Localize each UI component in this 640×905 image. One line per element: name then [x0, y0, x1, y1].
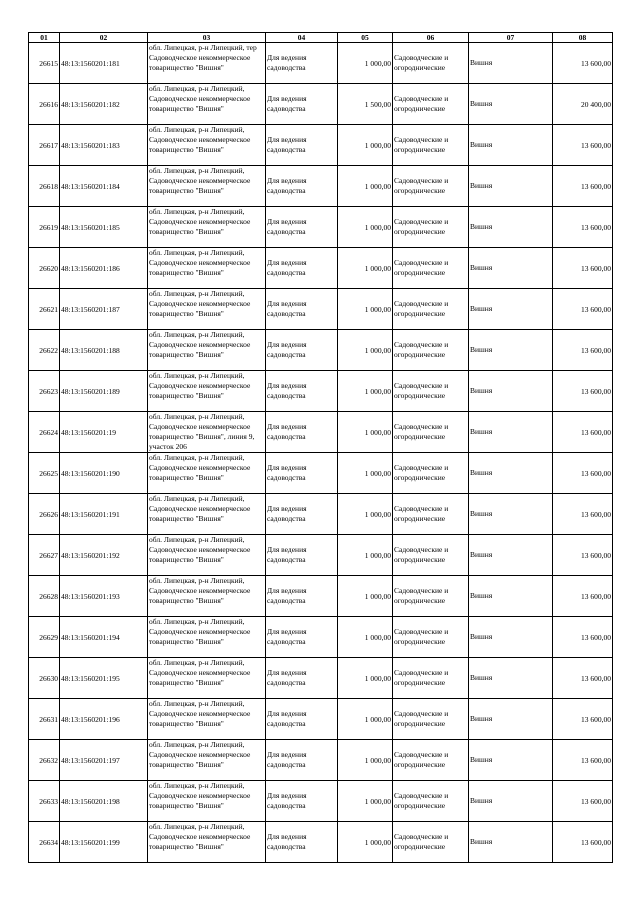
table-row	[29, 494, 613, 535]
column-header-06: 06	[393, 33, 469, 43]
address-cell	[148, 330, 266, 371]
permitted-use-cell: Для ведения садоводства	[266, 248, 338, 289]
cadastral-number-cell: 48:13:1560201:190	[60, 453, 148, 494]
address-text: обл. Липецкая, р-н Липецкий, Садоводческое некоммерческое товарищество "Вишня"	[149, 535, 251, 564]
address-text: обл. Липецкая, р-н Липецкий, Садоводческое некоммерческое товарищество "Вишня"	[149, 289, 251, 318]
cadastral-value-cell: 13 600,00	[553, 166, 613, 207]
organization-cell: Вишня	[469, 371, 553, 412]
row-id-cell: 26619	[29, 207, 60, 248]
cadastral-value-cell: 13 600,00	[553, 412, 613, 453]
organization-cell: Вишня	[469, 84, 553, 125]
address-cell	[148, 699, 266, 740]
land-category-cell: Садоводческие и огороднические	[393, 166, 469, 207]
column-header-05: 05	[338, 33, 393, 43]
land-category-cell: Садоводческие и огороднические	[393, 617, 469, 658]
address-text: обл. Липецкая, р-н Липецкий, Садоводческое некоммерческое товарищество "Вишня"	[149, 453, 251, 482]
cadastral-value-cell: 13 600,00	[553, 494, 613, 535]
cadastral-value-cell: 13 600,00	[553, 617, 613, 658]
organization-cell: Вишня	[469, 43, 553, 84]
permitted-use-cell: Для ведения садоводства	[266, 658, 338, 699]
cadastral-number-cell: 48:13:1560201:196	[60, 699, 148, 740]
land-category-cell: Садоводческие и огороднические	[393, 43, 469, 84]
row-id-cell: 26633	[29, 781, 60, 822]
table-row	[29, 125, 613, 166]
organization-cell: Вишня	[469, 740, 553, 781]
land-category-cell: Садоводческие и огороднические	[393, 289, 469, 330]
land-category-cell: Садоводческие и огороднические	[393, 207, 469, 248]
permitted-use-cell: Для ведения садоводства	[266, 84, 338, 125]
organization-cell: Вишня	[469, 535, 553, 576]
address-cell	[148, 740, 266, 781]
table-row	[29, 166, 613, 207]
cadastral-number-cell: 48:13:1560201:194	[60, 617, 148, 658]
address-cell	[148, 289, 266, 330]
cadastral-number-cell: 48:13:1560201:182	[60, 84, 148, 125]
cadastral-number-cell: 48:13:1560201:198	[60, 781, 148, 822]
cadastral-number-cell: 48:13:1560201:192	[60, 535, 148, 576]
row-id-cell: 26629	[29, 617, 60, 658]
address-text: обл. Липецкая, р-н Липецкий, Садоводческое некоммерческое товарищество "Вишня"	[149, 330, 251, 359]
organization-cell: Вишня	[469, 289, 553, 330]
land-category-cell: Садоводческие и огороднические	[393, 371, 469, 412]
address-text: обл. Липецкая, р-н Липецкий, тер Садоводческое некоммерческое товарищество "Вишня"	[149, 43, 257, 72]
row-id-cell: 26625	[29, 453, 60, 494]
permitted-use-cell: Для ведения садоводства	[266, 371, 338, 412]
area-cell: 1 000,00	[338, 494, 393, 535]
address-text: обл. Липецкая, р-н Липецкий, Садоводческое некоммерческое товарищество "Вишня"	[149, 617, 251, 646]
row-id-cell: 26628	[29, 576, 60, 617]
land-category-cell: Садоводческие и огороднические	[393, 453, 469, 494]
land-category-cell: Садоводческие и огороднические	[393, 84, 469, 125]
row-id-cell: 26621	[29, 289, 60, 330]
land-category-cell: Садоводческие и огороднические	[393, 330, 469, 371]
row-id-cell: 26620	[29, 248, 60, 289]
permitted-use-cell: Для ведения садоводства	[266, 166, 338, 207]
cadastral-value-cell: 13 600,00	[553, 822, 613, 863]
land-category-cell: Садоводческие и огороднические	[393, 535, 469, 576]
column-header-03: 03	[148, 33, 266, 43]
permitted-use-cell: Для ведения садоводства	[266, 43, 338, 84]
area-cell: 1 000,00	[338, 576, 393, 617]
area-cell: 1 000,00	[338, 248, 393, 289]
area-cell: 1 000,00	[338, 289, 393, 330]
area-cell: 1 000,00	[338, 207, 393, 248]
address-text: обл. Липецкая, р-н Липецкий, Садоводческое некоммерческое товарищество "Вишня"	[149, 248, 251, 277]
header-row	[29, 33, 613, 43]
organization-cell: Вишня	[469, 125, 553, 166]
area-cell: 1 000,00	[338, 371, 393, 412]
area-cell: 1 000,00	[338, 740, 393, 781]
area-cell: 1 000,00	[338, 166, 393, 207]
land-category-cell: Садоводческие и огороднические	[393, 248, 469, 289]
permitted-use-cell: Для ведения садоводства	[266, 740, 338, 781]
permitted-use-cell: Для ведения садоводства	[266, 617, 338, 658]
table-row	[29, 699, 613, 740]
cadastral-number-cell: 48:13:1560201:188	[60, 330, 148, 371]
row-id-cell: 26632	[29, 740, 60, 781]
organization-cell: Вишня	[469, 781, 553, 822]
area-cell: 1 000,00	[338, 125, 393, 166]
address-text: обл. Липецкая, р-н Липецкий, Садоводческое некоммерческое товарищество "Вишня"	[149, 207, 251, 236]
permitted-use-cell: Для ведения садоводства	[266, 289, 338, 330]
address-text: обл. Липецкая, р-н Липецкий, Садоводческое некоммерческое товарищество "Вишня"	[149, 166, 251, 195]
cadastral-value-cell: 20 400,00	[553, 84, 613, 125]
permitted-use-cell: Для ведения садоводства	[266, 494, 338, 535]
area-cell: 1 000,00	[338, 412, 393, 453]
permitted-use-cell: Для ведения садоводства	[266, 453, 338, 494]
table-row	[29, 740, 613, 781]
cadastral-value-cell: 13 600,00	[553, 781, 613, 822]
permitted-use-cell: Для ведения садоводства	[266, 330, 338, 371]
address-cell	[148, 494, 266, 535]
organization-cell: Вишня	[469, 248, 553, 289]
column-header-02: 02	[60, 33, 148, 43]
table-row	[29, 781, 613, 822]
cadastral-value-cell: 13 600,00	[553, 535, 613, 576]
cadastral-number-cell: 48:13:1560201:187	[60, 289, 148, 330]
cadastral-number-cell: 48:13:1560201:186	[60, 248, 148, 289]
cadastral-value-cell: 13 600,00	[553, 289, 613, 330]
land-registry-table	[28, 32, 613, 863]
land-category-cell: Садоводческие и огороднические	[393, 781, 469, 822]
table-row	[29, 822, 613, 863]
cadastral-number-cell: 48:13:1560201:197	[60, 740, 148, 781]
cadastral-number-cell: 48:13:1560201:183	[60, 125, 148, 166]
cadastral-value-cell: 13 600,00	[553, 740, 613, 781]
address-text: обл. Липецкая, р-н Липецкий, Садоводческое некоммерческое товарищество "Вишня", линия 9, участок 206	[149, 412, 255, 451]
cadastral-number-cell: 48:13:1560201:185	[60, 207, 148, 248]
cadastral-value-cell: 13 600,00	[553, 453, 613, 494]
address-text: обл. Липецкая, р-н Липецкий, Садоводческое некоммерческое товарищество "Вишня"	[149, 576, 251, 605]
land-category-cell: Садоводческие и огороднические	[393, 740, 469, 781]
cadastral-number-cell: 48:13:1560201:189	[60, 371, 148, 412]
land-category-cell: Садоводческие и огороднические	[393, 822, 469, 863]
cadastral-value-cell: 13 600,00	[553, 576, 613, 617]
column-header-01: 01	[29, 33, 60, 43]
organization-cell: Вишня	[469, 617, 553, 658]
cadastral-value-cell: 13 600,00	[553, 43, 613, 84]
address-text: обл. Липецкая, р-н Липецкий, Садоводческое некоммерческое товарищество "Вишня"	[149, 494, 251, 523]
cadastral-number-cell: 48:13:1560201:181	[60, 43, 148, 84]
land-category-cell: Садоводческие и огороднические	[393, 658, 469, 699]
cadastral-number-cell: 48:13:1560201:19	[60, 412, 148, 453]
cadastral-number-cell: 48:13:1560201:191	[60, 494, 148, 535]
table-row	[29, 658, 613, 699]
address-text: обл. Липецкая, р-н Липецкий, Садоводческое некоммерческое товарищество "Вишня"	[149, 781, 251, 810]
row-id-cell: 26617	[29, 125, 60, 166]
permitted-use-cell: Для ведения садоводства	[266, 576, 338, 617]
area-cell: 1 000,00	[338, 43, 393, 84]
address-text: обл. Липецкая, р-н Липецкий, Садоводческое некоммерческое товарищество "Вишня"	[149, 84, 251, 113]
cadastral-value-cell: 13 600,00	[553, 699, 613, 740]
row-id-cell: 26630	[29, 658, 60, 699]
organization-cell: Вишня	[469, 494, 553, 535]
table-row	[29, 289, 613, 330]
cadastral-number-cell: 48:13:1560201:193	[60, 576, 148, 617]
address-cell	[148, 781, 266, 822]
area-cell: 1 000,00	[338, 658, 393, 699]
table-row	[29, 535, 613, 576]
address-cell	[148, 43, 266, 84]
organization-cell: Вишня	[469, 453, 553, 494]
organization-cell: Вишня	[469, 207, 553, 248]
organization-cell: Вишня	[469, 330, 553, 371]
address-cell	[148, 535, 266, 576]
cadastral-value-cell: 13 600,00	[553, 658, 613, 699]
cadastral-value-cell: 13 600,00	[553, 371, 613, 412]
organization-cell: Вишня	[469, 822, 553, 863]
address-text: обл. Липецкая, р-н Липецкий, Садоводческое некоммерческое товарищество "Вишня"	[149, 658, 251, 687]
table-row	[29, 43, 613, 84]
column-header-04: 04	[266, 33, 338, 43]
row-id-cell: 26626	[29, 494, 60, 535]
address-cell	[148, 658, 266, 699]
permitted-use-cell: Для ведения садоводства	[266, 781, 338, 822]
area-cell: 1 000,00	[338, 822, 393, 863]
organization-cell: Вишня	[469, 658, 553, 699]
area-cell: 1 000,00	[338, 330, 393, 371]
permitted-use-cell: Для ведения садоводства	[266, 125, 338, 166]
table-row	[29, 412, 613, 453]
organization-cell: Вишня	[469, 699, 553, 740]
organization-cell: Вишня	[469, 166, 553, 207]
address-cell	[148, 84, 266, 125]
table-row	[29, 330, 613, 371]
address-cell	[148, 822, 266, 863]
row-id-cell: 26627	[29, 535, 60, 576]
row-id-cell: 26615	[29, 43, 60, 84]
land-category-cell: Садоводческие и огороднические	[393, 576, 469, 617]
address-cell	[148, 453, 266, 494]
row-id-cell: 26618	[29, 166, 60, 207]
address-cell	[148, 371, 266, 412]
column-header-08: 08	[553, 33, 613, 43]
land-category-cell: Садоводческие и огороднические	[393, 125, 469, 166]
row-id-cell: 26622	[29, 330, 60, 371]
table-row	[29, 84, 613, 125]
address-cell	[148, 125, 266, 166]
area-cell: 1 000,00	[338, 453, 393, 494]
address-cell	[148, 248, 266, 289]
address-cell	[148, 412, 266, 453]
row-id-cell: 26624	[29, 412, 60, 453]
cadastral-number-cell: 48:13:1560201:184	[60, 166, 148, 207]
address-text: обл. Липецкая, р-н Липецкий, Садоводческое некоммерческое товарищество "Вишня"	[149, 125, 251, 154]
cadastral-number-cell: 48:13:1560201:199	[60, 822, 148, 863]
column-header-07: 07	[469, 33, 553, 43]
permitted-use-cell: Для ведения садоводства	[266, 535, 338, 576]
cadastral-number-cell: 48:13:1560201:195	[60, 658, 148, 699]
cadastral-value-cell: 13 600,00	[553, 207, 613, 248]
permitted-use-cell: Для ведения садоводства	[266, 699, 338, 740]
table-row	[29, 371, 613, 412]
permitted-use-cell: Для ведения садоводства	[266, 822, 338, 863]
land-category-cell: Садоводческие и огороднические	[393, 494, 469, 535]
organization-cell: Вишня	[469, 412, 553, 453]
row-id-cell: 26631	[29, 699, 60, 740]
row-id-cell: 26616	[29, 84, 60, 125]
address-text: обл. Липецкая, р-н Липецкий, Садоводческое некоммерческое товарищество "Вишня"	[149, 822, 251, 851]
table-row	[29, 248, 613, 289]
table-row	[29, 617, 613, 658]
area-cell: 1 000,00	[338, 781, 393, 822]
cadastral-value-cell: 13 600,00	[553, 248, 613, 289]
cadastral-value-cell: 13 600,00	[553, 125, 613, 166]
address-cell	[148, 207, 266, 248]
area-cell: 1 500,00	[338, 84, 393, 125]
address-text: обл. Липецкая, р-н Липецкий, Садоводческое некоммерческое товарищество "Вишня"	[149, 371, 251, 400]
cadastral-value-cell: 13 600,00	[553, 330, 613, 371]
permitted-use-cell: Для ведения садоводства	[266, 207, 338, 248]
table-row	[29, 207, 613, 248]
address-text: обл. Липецкая, р-н Липецкий, Садоводческое некоммерческое товарищество "Вишня"	[149, 699, 251, 728]
permitted-use-cell: Для ведения садоводства	[266, 412, 338, 453]
table-row	[29, 576, 613, 617]
address-cell	[148, 617, 266, 658]
area-cell: 1 000,00	[338, 699, 393, 740]
area-cell: 1 000,00	[338, 535, 393, 576]
land-category-cell: Садоводческие и огороднические	[393, 699, 469, 740]
table-row	[29, 453, 613, 494]
area-cell: 1 000,00	[338, 617, 393, 658]
organization-cell: Вишня	[469, 576, 553, 617]
address-text: обл. Липецкая, р-н Липецкий, Садоводческое некоммерческое товарищество "Вишня"	[149, 740, 251, 769]
address-cell	[148, 576, 266, 617]
row-id-cell: 26634	[29, 822, 60, 863]
land-category-cell: Садоводческие и огороднические	[393, 412, 469, 453]
row-id-cell: 26623	[29, 371, 60, 412]
address-cell	[148, 166, 266, 207]
